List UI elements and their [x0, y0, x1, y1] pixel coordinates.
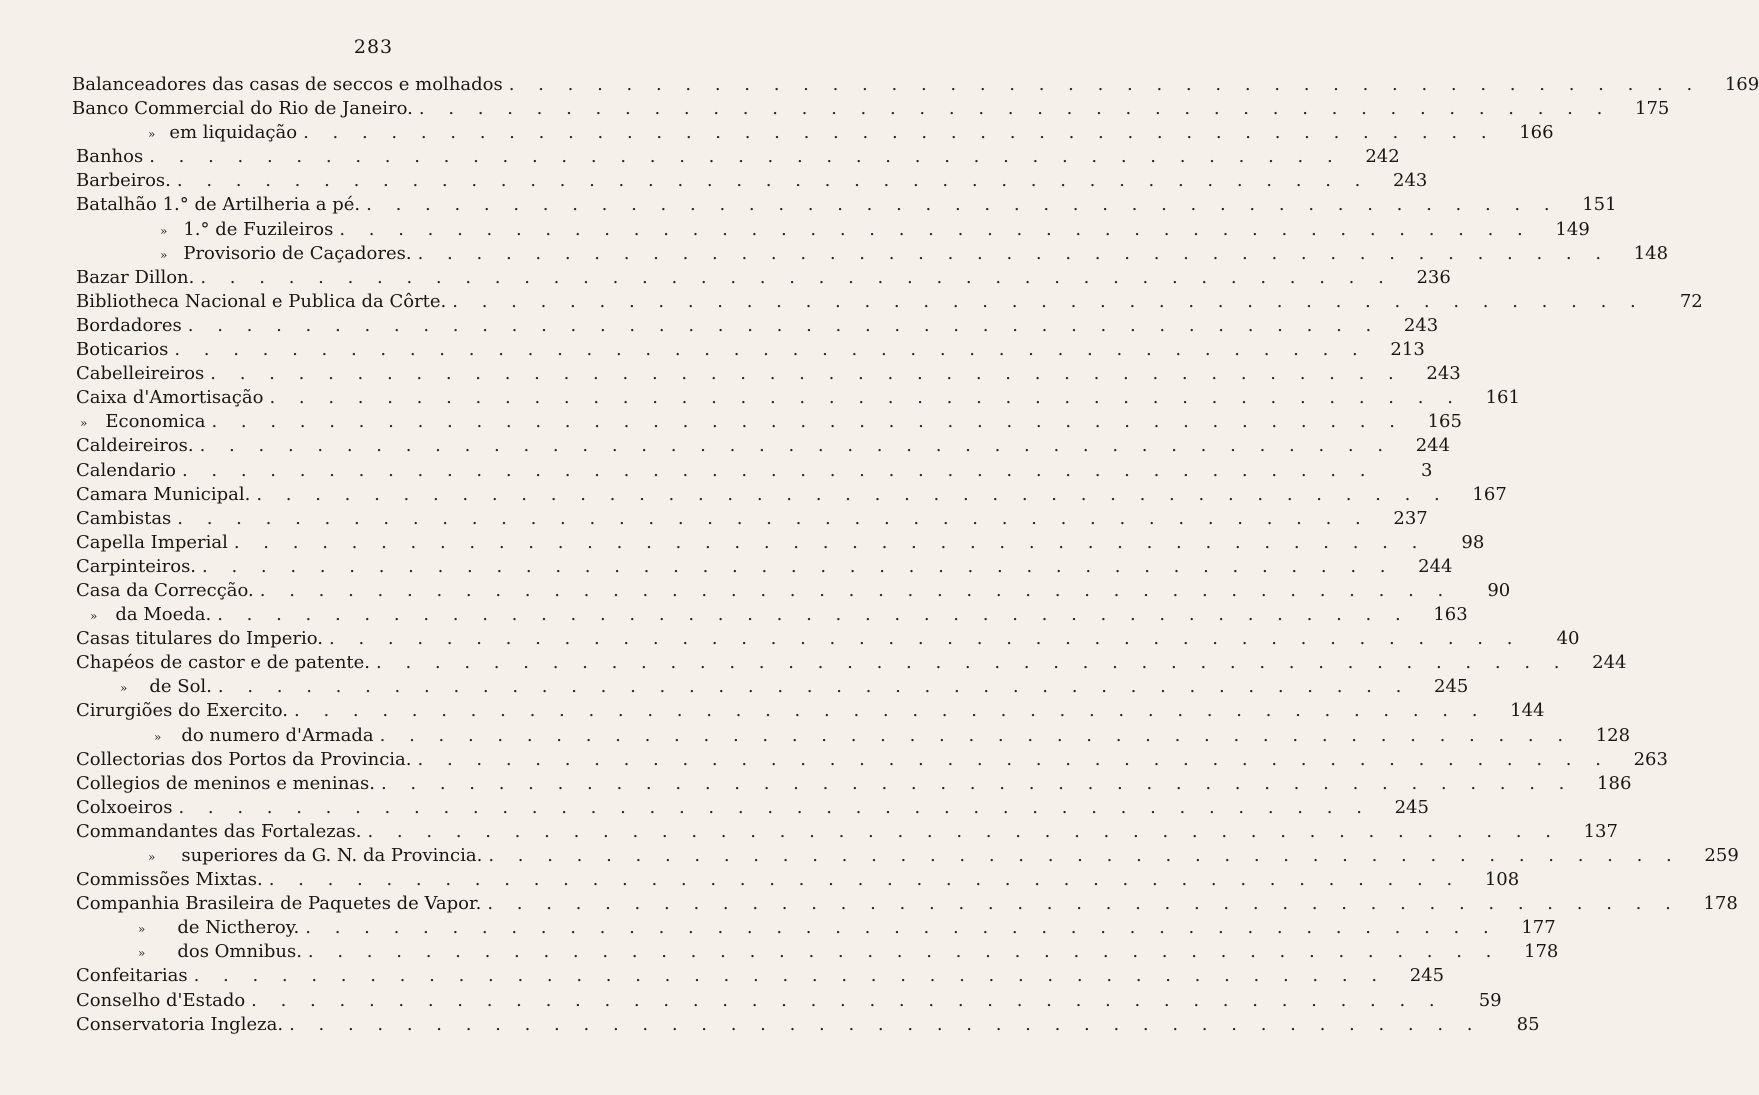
index-entry — [72, 507, 1428, 531]
leader-dots — [446, 290, 1644, 314]
entry-text: Calendario — [76, 459, 176, 481]
leader-dots — [361, 820, 1559, 844]
entry-label — [72, 73, 503, 97]
entry-label — [76, 964, 188, 988]
entry-text: Economica — [105, 411, 206, 433]
entry-text: Companhia Brasileira de Paquetes de Vapor. — [76, 893, 482, 915]
index-entry — [72, 724, 1631, 748]
ditto-mark: » — [148, 850, 156, 864]
leader-dots — [250, 483, 1448, 507]
index-entry — [72, 483, 1507, 507]
index-entry — [72, 193, 1617, 217]
index-entry — [72, 627, 1580, 651]
entry-page-number: 244 — [1592, 652, 1627, 674]
entry-label — [105, 410, 205, 434]
entry-text: Banco Commercial do Rio de Janeiro. — [72, 98, 413, 120]
leader-dots — [212, 675, 1410, 699]
entry-page-number: 245 — [1409, 965, 1445, 987]
index-entry — [72, 699, 1545, 723]
leader-dots — [176, 459, 1374, 483]
index-entry — [72, 97, 1670, 121]
leader-dots — [481, 892, 1679, 916]
index-entry — [72, 434, 1451, 458]
index-entry — [72, 410, 1462, 434]
entry-label — [76, 651, 370, 675]
index-entry — [72, 989, 1502, 1013]
leader-dots — [188, 964, 1386, 988]
leader-dots — [323, 627, 1521, 651]
entry-page-number: 151 — [1582, 194, 1617, 216]
index-entry — [72, 868, 1520, 892]
leader-dots — [299, 916, 1497, 940]
entry-page-number: 72 — [1679, 290, 1703, 312]
ditto-mark: » — [154, 729, 162, 744]
entry-page-number: 166 — [1519, 122, 1554, 144]
entry-page-number: 137 — [1583, 820, 1618, 842]
index-entry — [72, 844, 1739, 868]
entry-label — [76, 1013, 283, 1037]
index-entry — [72, 916, 1556, 940]
entry-label — [76, 748, 412, 772]
leader-dots — [297, 121, 1495, 145]
leader-dots — [482, 844, 1680, 868]
entry-label — [76, 386, 263, 410]
leader-dots — [194, 266, 1392, 290]
leader-dots — [171, 507, 1369, 531]
page-number: 283 — [353, 36, 394, 58]
entry-page-number: 40 — [1556, 628, 1580, 650]
leader-dots — [171, 169, 1369, 193]
entry-text: Bordadores — [76, 314, 182, 336]
leader-dots — [374, 724, 1572, 748]
index-entry — [72, 748, 1668, 772]
entry-label — [183, 218, 333, 242]
entry-text: Caixa d'Amortisação — [76, 387, 264, 409]
entry-label — [149, 675, 212, 699]
leader-dots — [172, 796, 1370, 820]
entry-label — [76, 314, 182, 338]
entry-page-number: 242 — [1365, 146, 1400, 168]
index-entry — [72, 892, 1738, 916]
entry-page-number: 85 — [1516, 1013, 1540, 1035]
entry-label — [76, 989, 245, 1013]
entry-label — [115, 603, 211, 627]
index-entry — [72, 675, 1469, 699]
entry-text: 1.° de Fuzileiros — [183, 218, 334, 240]
entry-text: Confeitarias — [76, 965, 188, 987]
entry-text: Banhos — [76, 146, 144, 168]
entry-page-number: 3 — [1420, 459, 1433, 481]
leader-dots — [143, 145, 1341, 169]
index-entry — [72, 121, 1554, 145]
entry-label — [169, 121, 297, 145]
entry-page-number: 169 — [1724, 74, 1759, 95]
index-entry — [72, 555, 1453, 579]
entry-text: Bazar Dillon. — [76, 266, 195, 288]
leader-dots — [263, 868, 1461, 892]
index-entry — [72, 338, 1425, 362]
entry-label — [72, 97, 413, 121]
entry-text: Commissões Mixtas. — [76, 869, 263, 891]
leader-dots — [205, 410, 1403, 434]
entry-label — [76, 169, 171, 193]
ditto-mark: » — [148, 127, 156, 142]
entry-label — [181, 724, 373, 748]
entry-text: em liquidação — [169, 122, 298, 144]
entry-label — [76, 579, 254, 603]
entry-text: Carpinteiros. — [76, 555, 197, 577]
entry-page-number: 213 — [1390, 339, 1425, 361]
index-entry — [72, 796, 1429, 820]
entry-text: do numero d'Armada — [181, 724, 374, 746]
entry-page-number: 163 — [1433, 604, 1468, 626]
entry-page-number: 149 — [1555, 218, 1590, 240]
entry-page-number: 245 — [1394, 796, 1429, 818]
entry-page-number: 243 — [1393, 170, 1428, 192]
ditto-mark: » — [120, 681, 128, 696]
leader-dots — [412, 748, 1610, 772]
entry-page-number: 165 — [1427, 411, 1462, 433]
index-entry — [72, 1013, 1540, 1037]
index-entry — [72, 459, 1433, 483]
leader-dots — [194, 434, 1392, 458]
index-entry — [72, 603, 1468, 627]
entry-text: de Nictheroy. — [177, 917, 300, 939]
leader-dots — [288, 699, 1486, 723]
entry-text: Collectorias dos Portos da Provincia. — [76, 748, 412, 770]
ditto-mark: » — [138, 922, 146, 937]
entry-text: dos Omnibus. — [177, 941, 302, 963]
ditto-mark: » — [160, 247, 168, 262]
entry-page-number: 245 — [1434, 676, 1469, 698]
index-entry — [72, 772, 1632, 796]
leader-dots — [196, 555, 1394, 579]
leader-dots — [168, 338, 1366, 362]
entry-label — [76, 434, 194, 458]
entry-page-number: 178 — [1703, 893, 1738, 915]
entry-label — [76, 627, 323, 651]
entry-label — [76, 555, 196, 579]
leader-dots — [302, 940, 1500, 964]
entry-page-number: 177 — [1521, 917, 1556, 939]
leader-dots — [211, 603, 1409, 627]
leader-dots — [370, 651, 1568, 675]
index-list — [72, 73, 1759, 1037]
entry-page-number: 243 — [1403, 314, 1439, 336]
index-entry — [72, 218, 1590, 242]
entry-label — [76, 892, 481, 916]
entry-label — [177, 940, 302, 964]
entry-label — [76, 338, 168, 362]
entry-page-number: 148 — [1633, 242, 1669, 264]
entry-label — [76, 507, 171, 531]
entry-text: Colxoeiros — [76, 796, 173, 818]
entry-page-number: 244 — [1415, 435, 1451, 457]
entry-label — [76, 531, 228, 555]
ditto-mark: » — [80, 416, 88, 431]
leader-dots — [182, 314, 1380, 338]
index-entry — [72, 531, 1485, 555]
entry-label — [76, 820, 361, 844]
entry-text: Batalhão 1.° de Artilheria a pé. — [76, 194, 361, 216]
entry-text: Camara Municipal. — [76, 483, 251, 505]
index-entry — [72, 362, 1461, 386]
entry-page-number: 236 — [1416, 266, 1451, 288]
leader-dots — [263, 386, 1461, 410]
entry-text: Cirurgiões do Exercito. — [76, 700, 289, 722]
ditto-mark: » — [138, 946, 146, 961]
entry-page-number: 178 — [1524, 941, 1559, 963]
entry-label — [76, 699, 288, 723]
entry-text: superiores da G. N. da Provincia. — [181, 845, 483, 866]
entry-text: Conselho d'Estado — [76, 989, 246, 1011]
entry-page-number: 144 — [1510, 700, 1545, 722]
entry-text: Provisorio de Caçadores. — [183, 242, 412, 264]
entry-label — [183, 242, 411, 266]
entry-label — [76, 290, 446, 314]
entry-text: Cambistas — [76, 507, 172, 529]
entry-page-number: 186 — [1597, 772, 1632, 794]
leader-dots — [283, 1013, 1481, 1037]
index-entry — [72, 820, 1618, 844]
index-entry — [72, 145, 1400, 169]
leader-dots — [413, 97, 1611, 121]
entry-page-number: 59 — [1478, 989, 1502, 1011]
entry-page-number: 161 — [1485, 387, 1520, 409]
leader-dots — [412, 242, 1610, 266]
index-entry — [72, 579, 1511, 603]
ditto-mark: » — [90, 609, 98, 624]
entry-page-number: 263 — [1633, 748, 1668, 770]
entry-page-number: 90 — [1487, 579, 1511, 601]
entry-text: de Sol. — [149, 676, 212, 698]
index-entry — [72, 290, 1703, 314]
entry-label — [76, 362, 204, 386]
entry-text: Caldeireiros. — [76, 435, 194, 457]
entry-text: Commandantes das Fortalezas. — [76, 820, 362, 842]
entry-label — [76, 772, 375, 796]
entry-label — [76, 868, 263, 892]
entry-page-number: 237 — [1393, 507, 1428, 529]
leader-dots — [375, 772, 1573, 796]
index-entry — [72, 940, 1559, 964]
leader-dots — [254, 579, 1452, 603]
entry-text: Collegios de meninos e meninas. — [76, 772, 375, 794]
index-entry — [72, 314, 1439, 338]
entry-label — [76, 193, 360, 217]
index-entry — [72, 73, 1759, 97]
index-entry — [72, 651, 1627, 675]
entry-text: Balanceadores das casas de seccos e molhados — [72, 74, 503, 95]
entry-text: Casa da Correcção. — [76, 579, 254, 601]
ditto-mark: » — [160, 223, 168, 238]
index-entry — [72, 169, 1428, 193]
leader-dots — [360, 193, 1558, 217]
leader-dots — [245, 989, 1443, 1013]
leader-dots — [228, 531, 1426, 555]
entry-label — [181, 844, 482, 868]
entry-page-number: 98 — [1461, 531, 1485, 553]
entry-text: Boticarios — [76, 339, 169, 361]
entry-text: Conservatoria Ingleza. — [76, 1013, 284, 1035]
entry-label — [76, 145, 143, 169]
entry-text: Bibliotheca Nacional e Publica da Côrte. — [76, 290, 447, 312]
entry-page-number: 108 — [1484, 869, 1520, 891]
leader-dots — [204, 362, 1402, 386]
entry-text: Capella Imperial — [76, 531, 228, 553]
entry-page-number: 175 — [1635, 98, 1670, 120]
entry-page-number: 128 — [1595, 724, 1631, 746]
index-entry — [72, 242, 1669, 266]
entry-text: Casas titulares do Imperio. — [76, 628, 323, 650]
index-entry — [72, 964, 1445, 988]
entry-page-number: 167 — [1472, 483, 1507, 505]
entry-text: Cabelleireiros — [76, 363, 205, 385]
entry-label — [76, 483, 250, 507]
entry-page-number: 259 — [1704, 845, 1739, 866]
index-entry — [72, 386, 1520, 410]
leader-dots — [503, 73, 1701, 97]
entry-label — [76, 266, 194, 290]
entry-label — [76, 459, 176, 483]
entry-page-number: 244 — [1418, 555, 1453, 577]
entry-page-number: 243 — [1426, 363, 1461, 385]
entry-text: da Moeda. — [115, 604, 212, 626]
leader-dots — [333, 218, 1531, 242]
index-entry — [72, 266, 1451, 290]
entry-label — [177, 916, 299, 940]
entry-label — [76, 796, 172, 820]
entry-text: Chapéos de castor e de patente. — [76, 652, 371, 674]
entry-text: Barbeiros. — [76, 170, 171, 192]
